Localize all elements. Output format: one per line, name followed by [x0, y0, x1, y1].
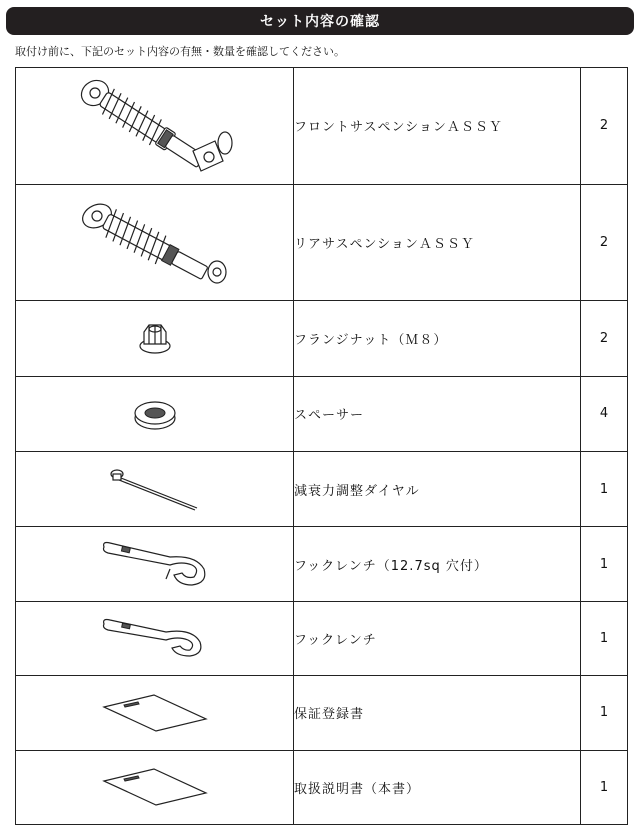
warranty-card-icon — [16, 691, 293, 735]
item-image-cell — [16, 452, 294, 527]
item-qty: 2 — [581, 184, 628, 301]
item-name: 保証登録書 — [294, 676, 581, 750]
item-qty: 1 — [581, 601, 628, 675]
item-qty: 1 — [581, 452, 628, 527]
spacer-icon — [16, 394, 293, 434]
contents-table — [15, 67, 628, 825]
hook-wrench-icon — [16, 616, 293, 660]
item-name: フックレンチ — [294, 601, 581, 675]
item-image-cell — [16, 601, 294, 675]
manual-icon — [16, 765, 293, 809]
item-name: 取扱説明書（本書） — [294, 750, 581, 824]
item-name: フロントサスペンションＡＳＳＹ — [294, 68, 581, 185]
table-row — [16, 452, 628, 527]
item-name: 減衰力調整ダイヤル — [294, 452, 581, 527]
item-image-cell — [16, 750, 294, 824]
item-name: スペーサー — [294, 376, 581, 451]
table-row — [16, 601, 628, 675]
table-row — [16, 527, 628, 601]
item-qty: 2 — [581, 68, 628, 185]
item-qty: 1 — [581, 750, 628, 824]
table-row — [16, 301, 628, 376]
table-row — [16, 750, 628, 824]
item-qty: 1 — [581, 527, 628, 601]
item-qty: 4 — [581, 376, 628, 451]
table-row — [16, 376, 628, 451]
table-row — [16, 184, 628, 301]
rear-suspension-icon — [16, 192, 293, 292]
item-image-cell — [16, 301, 294, 376]
hook-wrench-square-icon — [16, 539, 293, 589]
front-suspension-icon — [16, 71, 293, 181]
item-image-cell — [16, 527, 294, 601]
item-image-cell — [16, 184, 294, 301]
intro-text: 取付け前に、下記のセット内容の有無・数量を確認してください。 — [15, 45, 345, 58]
item-qty: 2 — [581, 301, 628, 376]
item-image-cell — [16, 376, 294, 451]
item-name: フランジナット（Ｍ８） — [294, 301, 581, 376]
flange-nut-icon — [16, 318, 293, 358]
damping-dial-icon — [16, 464, 293, 514]
table-row — [16, 68, 628, 185]
item-qty: 1 — [581, 676, 628, 750]
item-name: リアサスペンションＡＳＳＹ — [294, 184, 581, 301]
item-name: フックレンチ（12.7sq 穴付） — [294, 527, 581, 601]
item-image-cell — [16, 68, 294, 185]
header-title: セット内容の確認 — [260, 14, 380, 30]
table-row — [16, 676, 628, 750]
section-header — [6, 7, 634, 35]
item-image-cell — [16, 676, 294, 750]
